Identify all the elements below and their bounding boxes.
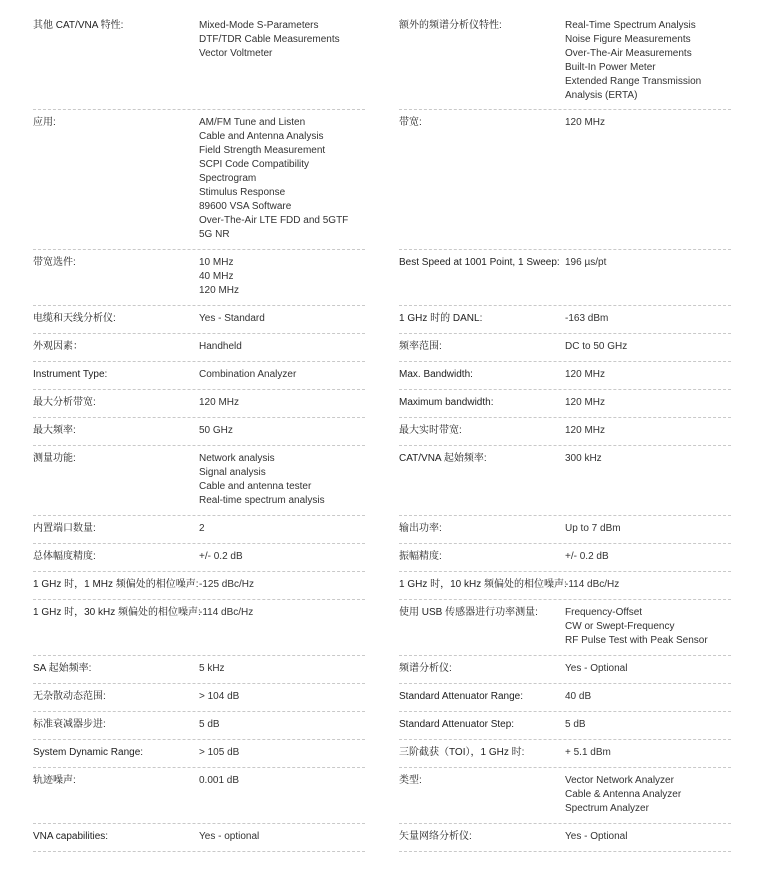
spec-value-line: AM/FM Tune and Listen (199, 117, 306, 128)
spec-value (199, 774, 365, 788)
spec-row (33, 418, 365, 446)
spec-row (399, 362, 731, 390)
spec-value-line: 0.001 dB (199, 775, 240, 786)
spec-value-line: +/- 0.2 dB (565, 551, 609, 562)
spec-value (199, 606, 365, 620)
spec-value-line: Handheld (199, 341, 242, 352)
spec-value (565, 452, 731, 466)
spec-value-line: Vector Network Analyzer (565, 775, 674, 786)
spec-value-line: Extended Range Transmission (565, 76, 702, 87)
spec-value-line: -163 dBm (565, 313, 609, 324)
spec-row (33, 544, 365, 572)
spec-label: 1 GHz 时，30 kHz 频偏处的相位噪声: (33, 607, 201, 618)
spec-value (565, 116, 731, 130)
spec-row (33, 516, 365, 544)
spec-row (399, 516, 731, 544)
spec-label: 1 GHz 时，1 MHz 频偏处的相位噪声: (33, 579, 199, 590)
spec-row (399, 418, 731, 446)
spec-row (399, 334, 731, 362)
spec-row (33, 110, 365, 250)
spec-value-line: Analysis (ERTA) (565, 90, 638, 101)
spec-row (399, 712, 731, 740)
spec-row (33, 712, 365, 740)
spec-value (565, 396, 731, 410)
spec-label: 最大实时带宽: (399, 425, 462, 436)
spec-value-line: Noise Figure Measurements (565, 34, 691, 45)
spec-row (33, 600, 365, 656)
spec-value (199, 256, 365, 298)
spec-row (33, 824, 365, 852)
spec-label: CAT/VNA 起始频率: (399, 453, 487, 464)
spec-row (399, 13, 731, 110)
spec-row (399, 600, 731, 656)
spec-row (33, 684, 365, 712)
spec-row (399, 572, 731, 600)
spec-value (199, 718, 365, 732)
spec-value-line: 120 MHz (565, 117, 606, 128)
spec-row (399, 390, 731, 418)
spec-label: 输出功率: (399, 523, 442, 534)
spec-value-line: 196 µs/pt (565, 257, 607, 268)
spec-value-line: 120 MHz (565, 369, 606, 380)
spec-column-right (399, 13, 731, 852)
spec-row (33, 306, 365, 334)
spec-value (199, 746, 365, 760)
spec-value-line: Yes - optional (199, 831, 260, 842)
spec-label: 三阶截获（TOI），1 GHz 时: (399, 747, 525, 758)
spec-label: 最大分析带宽: (33, 397, 96, 408)
spec-value (199, 662, 365, 676)
spec-value (199, 452, 365, 508)
spec-value-line: Spectrogram (199, 173, 257, 184)
spec-value (199, 19, 365, 61)
spec-row (399, 684, 731, 712)
spec-value (199, 116, 365, 242)
spec-row (33, 768, 365, 824)
spec-label: 带宽选件: (33, 257, 76, 268)
spec-value-line: 5G NR (199, 229, 230, 240)
spec-value-line: -114 dBc/Hz (199, 607, 254, 618)
spec-value (199, 690, 365, 704)
spec-value-line: Spectrum Analyzer (565, 803, 649, 814)
spec-row (399, 740, 731, 768)
spec-row (33, 334, 365, 362)
spec-label: 电缆和天线分析仪: (33, 313, 116, 324)
spec-row (399, 446, 731, 516)
spec-row (33, 250, 365, 306)
spec-label: 内置端口数量: (33, 523, 96, 534)
spec-value-line: Cable & Antenna Analyzer (565, 789, 682, 800)
spec-label: Standard Attenuator Range: (399, 691, 523, 702)
spec-value (565, 606, 731, 648)
spec-value-line: 5 dB (565, 719, 586, 730)
spec-value-line: + 5.1 dBm (565, 747, 611, 758)
spec-value (565, 718, 731, 732)
spec-label: 额外的频谱分析仪特性: (399, 20, 502, 31)
spec-label: 应用: (33, 117, 56, 128)
spec-value-line: DTF/TDR Cable Measurements (199, 34, 340, 45)
spec-label: 带宽: (399, 117, 422, 128)
spec-value (199, 550, 365, 564)
spec-value (565, 340, 731, 354)
spec-value (199, 830, 365, 844)
spec-label: 1 GHz 时的 DANL: (399, 313, 483, 324)
spec-value-line: Yes - Standard (199, 313, 265, 324)
spec-value-line: Stimulus Response (199, 187, 286, 198)
spec-value-line: 120 MHz (199, 397, 240, 408)
spec-value-line: 120 MHz (565, 425, 606, 436)
spec-value-line: CW or Swept-Frequency (565, 621, 675, 632)
spec-value-line: DC to 50 GHz (565, 341, 628, 352)
spec-value-line: Yes - Optional (565, 831, 628, 842)
spec-value (565, 690, 731, 704)
spec-value (565, 662, 731, 676)
spec-label: 其他 CAT/VNA 特性: (33, 20, 124, 31)
spec-label: 无杂散动态范围: (33, 691, 106, 702)
spec-value-line: -114 dBc/Hz (565, 579, 620, 590)
spec-row (399, 544, 731, 572)
spec-value (199, 340, 365, 354)
spec-value (565, 19, 731, 103)
spec-label: 最大频率: (33, 425, 76, 436)
spec-label: Instrument Type: (33, 369, 108, 380)
spec-value-line: Vector Voltmeter (199, 48, 273, 59)
spec-value (199, 522, 365, 536)
spec-value-line: Combination Analyzer (199, 369, 297, 380)
spec-value-line: 5 dB (199, 719, 220, 730)
spec-value-line: 50 GHz (199, 425, 233, 436)
spec-value-line: Yes - Optional (565, 663, 628, 674)
spec-value (199, 396, 365, 410)
spec-row (33, 446, 365, 516)
spec-value-line: RF Pulse Test with Peak Sensor (565, 635, 708, 646)
spec-label: Standard Attenuator Step: (399, 719, 515, 730)
spec-value (199, 424, 365, 438)
spec-label: SA 起始频率: (33, 663, 92, 674)
spec-value-line: 120 MHz (565, 397, 606, 408)
spec-value-line: Cable and antenna tester (199, 481, 312, 492)
spec-value-line: Mixed-Mode S-Parameters (199, 20, 319, 31)
spec-value (565, 578, 731, 592)
spec-label: 标准衰减器步进: (33, 719, 106, 730)
spec-row (399, 768, 731, 824)
spec-value-line: Up to 7 dBm (565, 523, 621, 534)
spec-value-line: 89600 VSA Software (199, 201, 292, 212)
spec-value-line: SCPI Code Compatibility (199, 159, 310, 170)
spec-label: Max. Bandwidth: (399, 369, 473, 380)
spec-row (33, 740, 365, 768)
spec-label: System Dynamic Range: (33, 747, 144, 758)
spec-row (399, 110, 731, 250)
spec-label: 频率范围: (399, 341, 442, 352)
spec-value-line: Real-time spectrum analysis (199, 495, 325, 506)
spec-value-line: 120 MHz (199, 285, 240, 296)
spec-value-line: 2 (199, 523, 205, 534)
spec-value-line: 10 MHz (199, 257, 234, 268)
spec-label: 使用 USB 传感器进行功率测量: (399, 607, 538, 618)
spec-label: Best Speed at 1001 Point, 1 Sweep: (399, 257, 560, 268)
spec-row (399, 824, 731, 852)
spec-row (33, 656, 365, 684)
spec-label: 测量功能: (33, 453, 76, 464)
spec-label: VNA capabilities: (33, 831, 109, 842)
spec-row (33, 572, 365, 600)
spec-value-line: Field Strength Measurement (199, 145, 326, 156)
spec-row (33, 362, 365, 390)
spec-row (33, 13, 365, 110)
spec-value-line: 40 MHz (199, 271, 234, 282)
spec-label: 类型: (399, 775, 422, 786)
spec-label: Maximum bandwidth: (399, 397, 494, 408)
spec-value-line: Network analysis (199, 453, 275, 464)
spec-value-line: > 105 dB (199, 747, 240, 758)
spec-value (565, 746, 731, 760)
spec-label: 总体幅度精度: (33, 551, 96, 562)
spec-value-line: 300 kHz (565, 453, 602, 464)
spec-value-line: Over-The-Air Measurements (565, 48, 692, 59)
spec-value (565, 774, 731, 816)
spec-label: 轨迹噪声: (33, 775, 76, 786)
spec-label: 外观因素： (33, 341, 83, 352)
spec-value (199, 368, 365, 382)
spec-value-line: Frequency-Offset (565, 607, 643, 618)
spec-value-line: -125 dBc/Hz (199, 579, 255, 590)
spec-row (33, 390, 365, 418)
spec-value (565, 830, 731, 844)
spec-value-line: Built-In Power Meter (565, 62, 656, 73)
spec-value-line: 5 kHz (199, 663, 225, 674)
spec-row (399, 306, 731, 334)
spec-row (399, 250, 731, 306)
spec-value (565, 522, 731, 536)
spec-value (565, 550, 731, 564)
spec-value (565, 424, 731, 438)
spec-label: 振幅精度: (399, 551, 442, 562)
spec-value (565, 368, 731, 382)
spec-value-line: Real-Time Spectrum Analysis (565, 20, 696, 31)
spec-value-line: Cable and Antenna Analysis (199, 131, 324, 142)
spec-row (399, 656, 731, 684)
spec-label: 1 GHz 时，10 kHz 频偏处的相位噪声: (399, 579, 567, 590)
spec-value-line: 40 dB (565, 691, 592, 702)
spec-value-line: Over-The-Air LTE FDD and 5GTF (199, 215, 349, 226)
spec-value (199, 312, 365, 326)
spec-value (565, 256, 731, 270)
spec-label: 矢量网络分析仪: (399, 831, 472, 842)
spec-value (199, 578, 365, 592)
spec-label: 频谱分析仪: (399, 663, 452, 674)
spec-value (565, 312, 731, 326)
spec-value-line: > 104 dB (199, 691, 240, 702)
spec-column-left (33, 13, 365, 852)
spec-value-line: +/- 0.2 dB (199, 551, 243, 562)
spec-value-line: Signal analysis (199, 467, 266, 478)
